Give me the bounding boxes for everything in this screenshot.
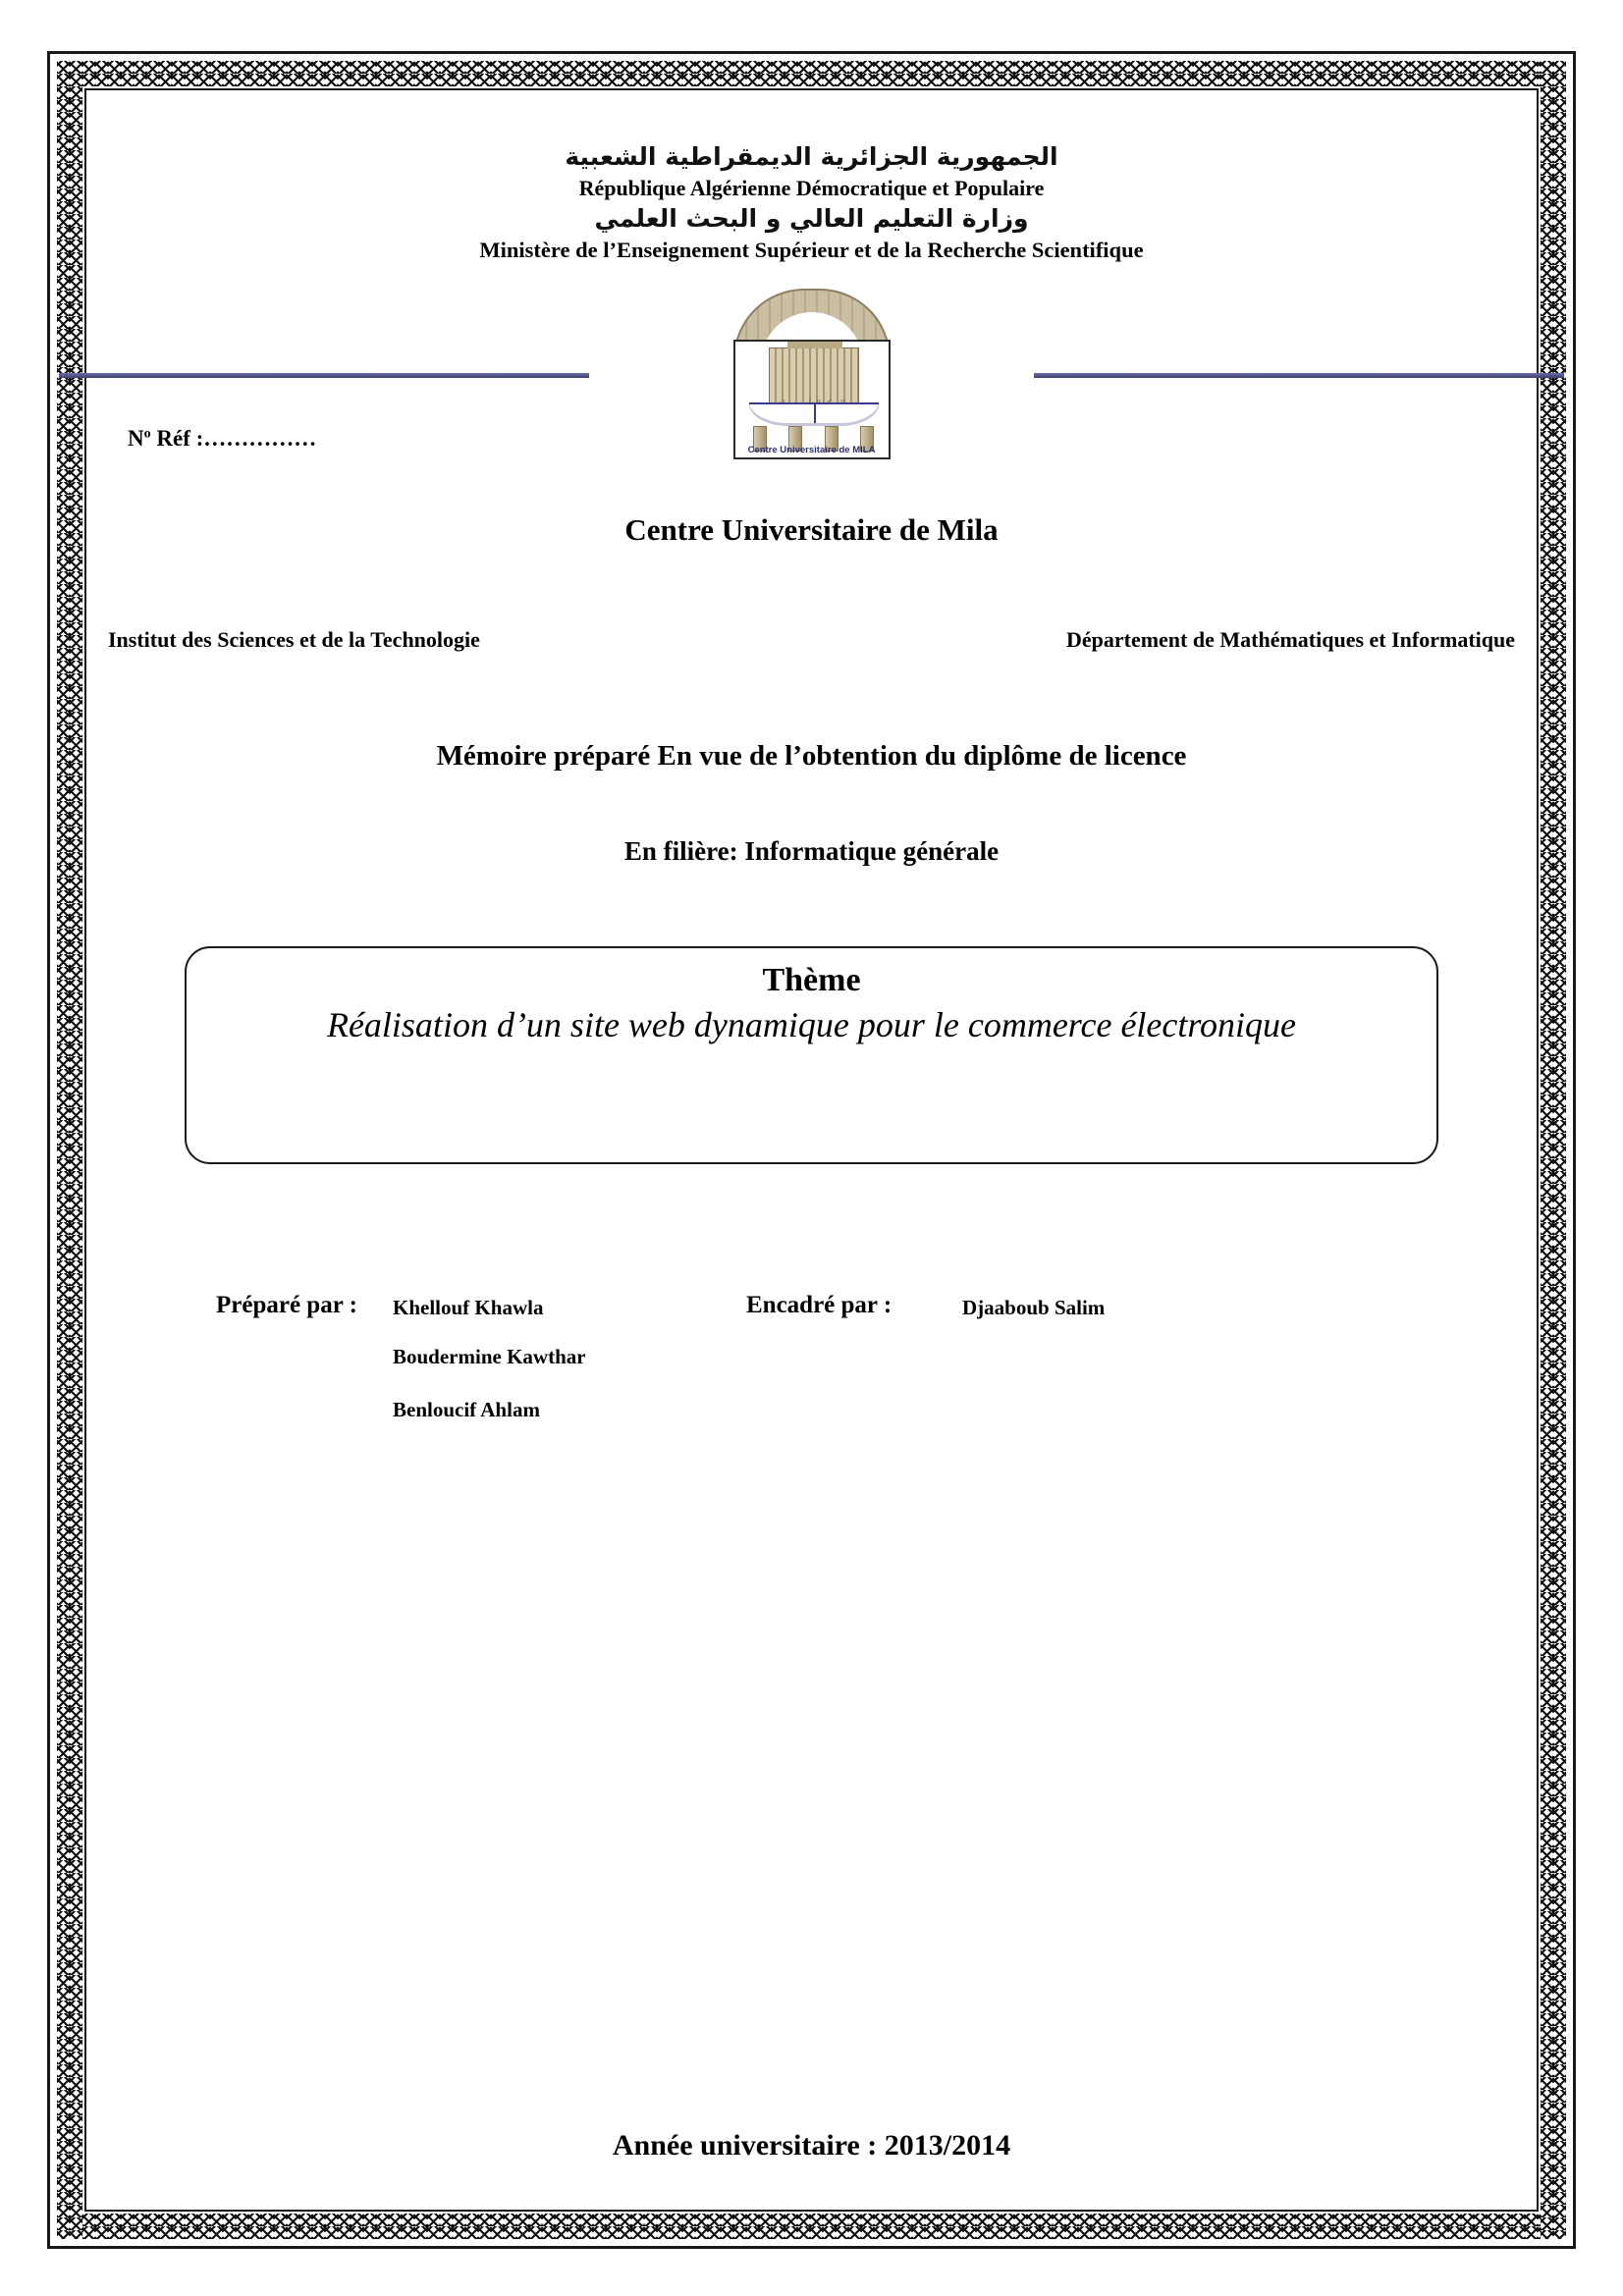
authors-section — [98, 1292, 1525, 1451]
logo-book-icon — [749, 402, 879, 426]
diploma-statement: Mémoire préparé En vue de l’obtention du diplôme de licence — [436, 740, 1187, 772]
student-name-2: Boudermine Kawthar — [393, 1345, 586, 1368]
supervisor-name: Djaaboub Salim — [962, 1296, 1106, 1319]
authors-row-3 — [98, 1398, 1525, 1451]
department-name: Département de Mathématiques et Informatique — [1065, 627, 1515, 652]
student-name-1: Khellouf Khawla — [393, 1296, 544, 1319]
institute-name: Institut des Sciences et de la Technologie — [108, 627, 480, 652]
student-name-3: Benloucif Ahlam — [393, 1398, 540, 1421]
header-rule-right — [1034, 373, 1564, 378]
academic-year: Année universitaire : 2013/2014 — [612, 2129, 1011, 2162]
reference-number — [128, 426, 316, 452]
theme-box — [185, 946, 1438, 1164]
authors-row-1 — [98, 1292, 1525, 1345]
page-border-ornament-right — [1541, 61, 1566, 2239]
logo-building-icon — [769, 347, 859, 404]
university-logo-icon — [730, 289, 894, 467]
page-border-ornament-top — [57, 61, 1566, 86]
header-rule-left — [59, 373, 589, 378]
ministry-arabic: وزارة التعليم العالي و البحث العلمي — [594, 203, 1029, 233]
page-border-ornament-left — [57, 61, 82, 2239]
reference-text: Réf :…………… — [150, 426, 317, 451]
logo-frame — [733, 340, 891, 459]
field-of-study: En filière: Informatique générale — [623, 836, 1000, 866]
reference-sup: o — [143, 426, 151, 442]
theme-label: Thème — [762, 962, 861, 998]
page-border-ornament-bottom — [57, 2214, 1566, 2239]
theme-title: Réalisation d’un site web dynamique pour le commerce électronique — [326, 1005, 1297, 1044]
authors-row-2 — [98, 1345, 1525, 1398]
republic-french: République Algérienne Démocratique et Populaire — [578, 176, 1045, 201]
university-name: Centre Universitaire de Mila — [624, 512, 999, 547]
prepared-by-label: Préparé par : — [216, 1292, 357, 1318]
institute-department-row — [98, 627, 1525, 653]
ministry-french: Ministère de l’Enseignement Supérieur et de la Recherche Scientifique — [479, 238, 1144, 263]
logo-caption: Centre Universitaire de MILA — [747, 445, 876, 455]
supervised-by-label: Encadré par : — [746, 1292, 893, 1318]
reference-label: N — [128, 426, 144, 451]
cover-content — [98, 102, 1525, 2198]
republic-arabic: الجمهورية الجزائرية الديمقراطية الشعبية — [565, 142, 1058, 171]
